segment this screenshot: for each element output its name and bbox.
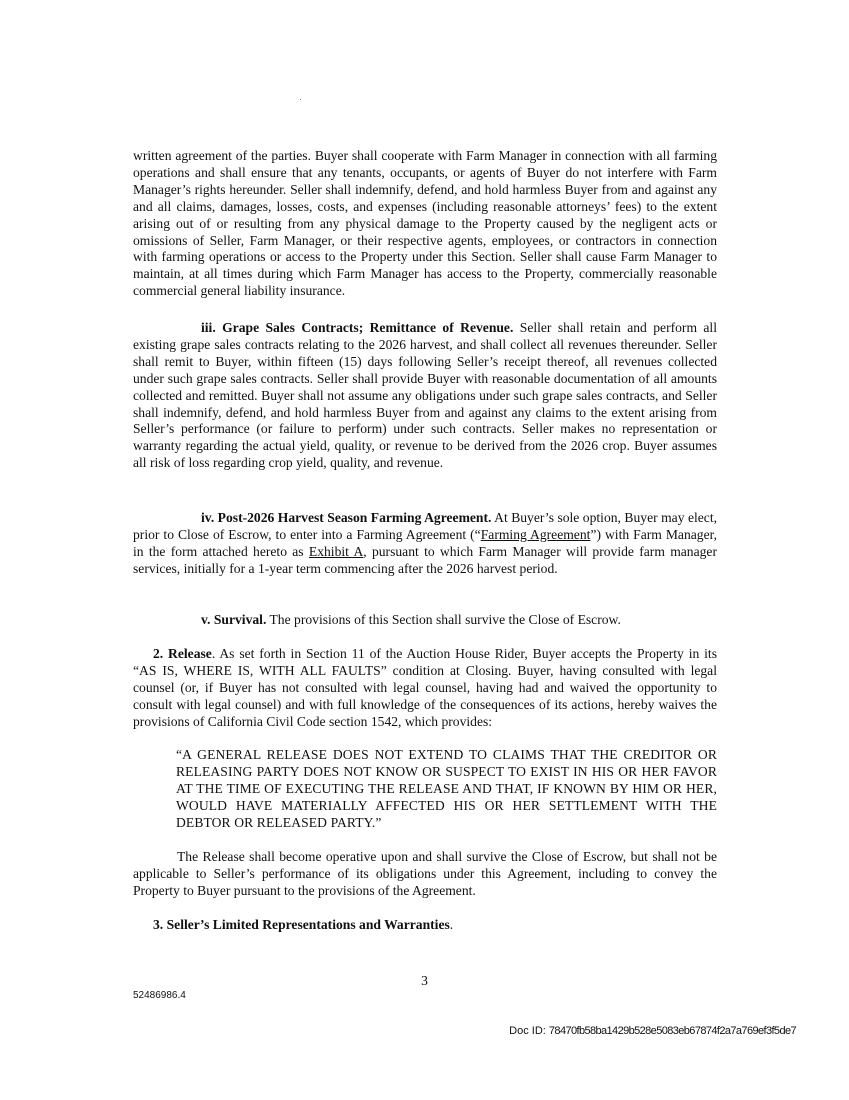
- section-iv-paragraph: [133, 510, 717, 578]
- section-v-text: The provisions of this Section shall survive the Close of Escrow.: [266, 612, 621, 627]
- section-iii-heading: iii. Grape Sales Contracts; Remittance of Revenue.: [201, 320, 514, 335]
- exhibit-a-reference: Exhibit A: [308, 543, 364, 559]
- section-3-heading: 3. Seller’s Limited Representations and Warranties: [153, 917, 450, 932]
- release-paragraph: The Release shall become operative upon and shall survive the Close of Escrow, but shall not be applicable to Seller’s performance of its obligations under this Agreement, including to convey the Property to Buyer pursuant to the provisions of the Agreement.: [133, 849, 717, 898]
- section-iii-text: Seller shall retain and perform all existing grape sales contracts relating to the 2026 harvest, and shall collect all revenues thereunder. Seller shall remit to Buyer, within fifteen (15) days following Seller’s receipt thereof, all revenues collected under such grape sales contracts. Seller shall provide Buyer with reasonable documentation of all amounts collected and remitted. Buyer shall not assume any obligations under such grape sales contracts, and Seller shall indemnify, defend, and hold harmless Buyer from and against any claims to the extent arising from Seller’s performance (or failure to perform) under such contracts. Seller makes no representation or warranty regarding the actual yield, quality, or revenue to be derived from the 2026 crop. Buyer assumes all risk of loss regarding crop yield, quality, and revenue.: [133, 320, 717, 471]
- scan-mark: [300, 99, 301, 100]
- civil-code-1542-quote: “A GENERAL RELEASE DOES NOT EXTEND TO CLAIMS THAT THE CREDITOR OR RELEASING PARTY DOES NOT KNOW OR SUSPECT TO EXIST IN HIS OR HER FAVOR AT THE TIME OF EXECUTING THE RELEASE AND THAT, IF KNOWN BY HIM OR HER, WOULD HAVE MATERIALLY AFFECTED HIS OR HER SETTLEMENT WITH THE DEBTOR OR RELEASED PARTY.”: [176, 747, 717, 830]
- doc-id-label: Doc ID:: [509, 1025, 549, 1037]
- section-2-text: . As set forth in Section 11 of the Auction House Rider, Buyer accepts the Property in its “AS IS, WHERE IS, WITH ALL FAULTS” condition at Closing. Buyer, having consulted with legal counsel (or, if Buyer has not consulted with legal counsel, having had and waived the opportunity to consult with legal counsel) and with full knowledge of the consequences of its actions, hereby waives the provisions of California Civil Code section 1542, which provides:: [133, 646, 717, 729]
- doc-id-value: 78470fb58ba1429b528e5083eb67874f2a7a769ef3f5de7: [548, 1025, 796, 1037]
- section-v-paragraph: [133, 612, 717, 629]
- section-iii-paragraph: [133, 320, 717, 472]
- section-2-heading: 2. Release: [153, 646, 212, 661]
- farming-agreement-term: Farming Agreement: [480, 526, 591, 542]
- section-iv-text-a: At Buyer’s sole option, Buyer may elect, prior to Close of Escrow, to enter into a Farming Agreement (“: [133, 510, 718, 542]
- section-iv-heading: iv. Post-2026 Harvest Season Farming Agreement.: [201, 510, 492, 525]
- section-3-paragraph: [133, 917, 717, 934]
- paragraph-continuation: written agreement of the parties. Buyer shall cooperate with Farm Manager in connection with all farming operations and shall ensure that any tenants, occupants, or agents of Buyer do not interfere with Farm Manager’s rights hereunder. Seller shall indemnify, defend, and hold harmless Buyer from and against any and all claims, damages, losses, costs, and expenses (including reasonable attorneys’ fees) to the extent arising out of or resulting from any physical damage to the Property caused by the negligent acts or omissions of Seller, Farm Manager, or their respective agents, employees, or contractors in connection with farming operations or access to the Property under this Section. Seller shall cause Farm Manager to maintain, at all times during which Farm Manager has access to the Property, commercially reasonable commercial general liability insurance.: [133, 148, 717, 299]
- doc-id-footer: [509, 1025, 796, 1037]
- document-number: 52486986.4: [133, 990, 186, 1001]
- section-v-heading: v. Survival.: [201, 612, 267, 627]
- page-number: 3: [421, 973, 428, 988]
- section-iv-text-b: ”) with Farm Manager, in the form attached hereto as: [133, 526, 717, 559]
- section-2-paragraph: [133, 646, 717, 731]
- section-3-trailing: .: [449, 917, 454, 932]
- section-iv-text-c: , pursuant to which Farm Manager will provide farm manager services, initially for a 1-year term commencing after the 2026 harvest period.: [133, 543, 717, 576]
